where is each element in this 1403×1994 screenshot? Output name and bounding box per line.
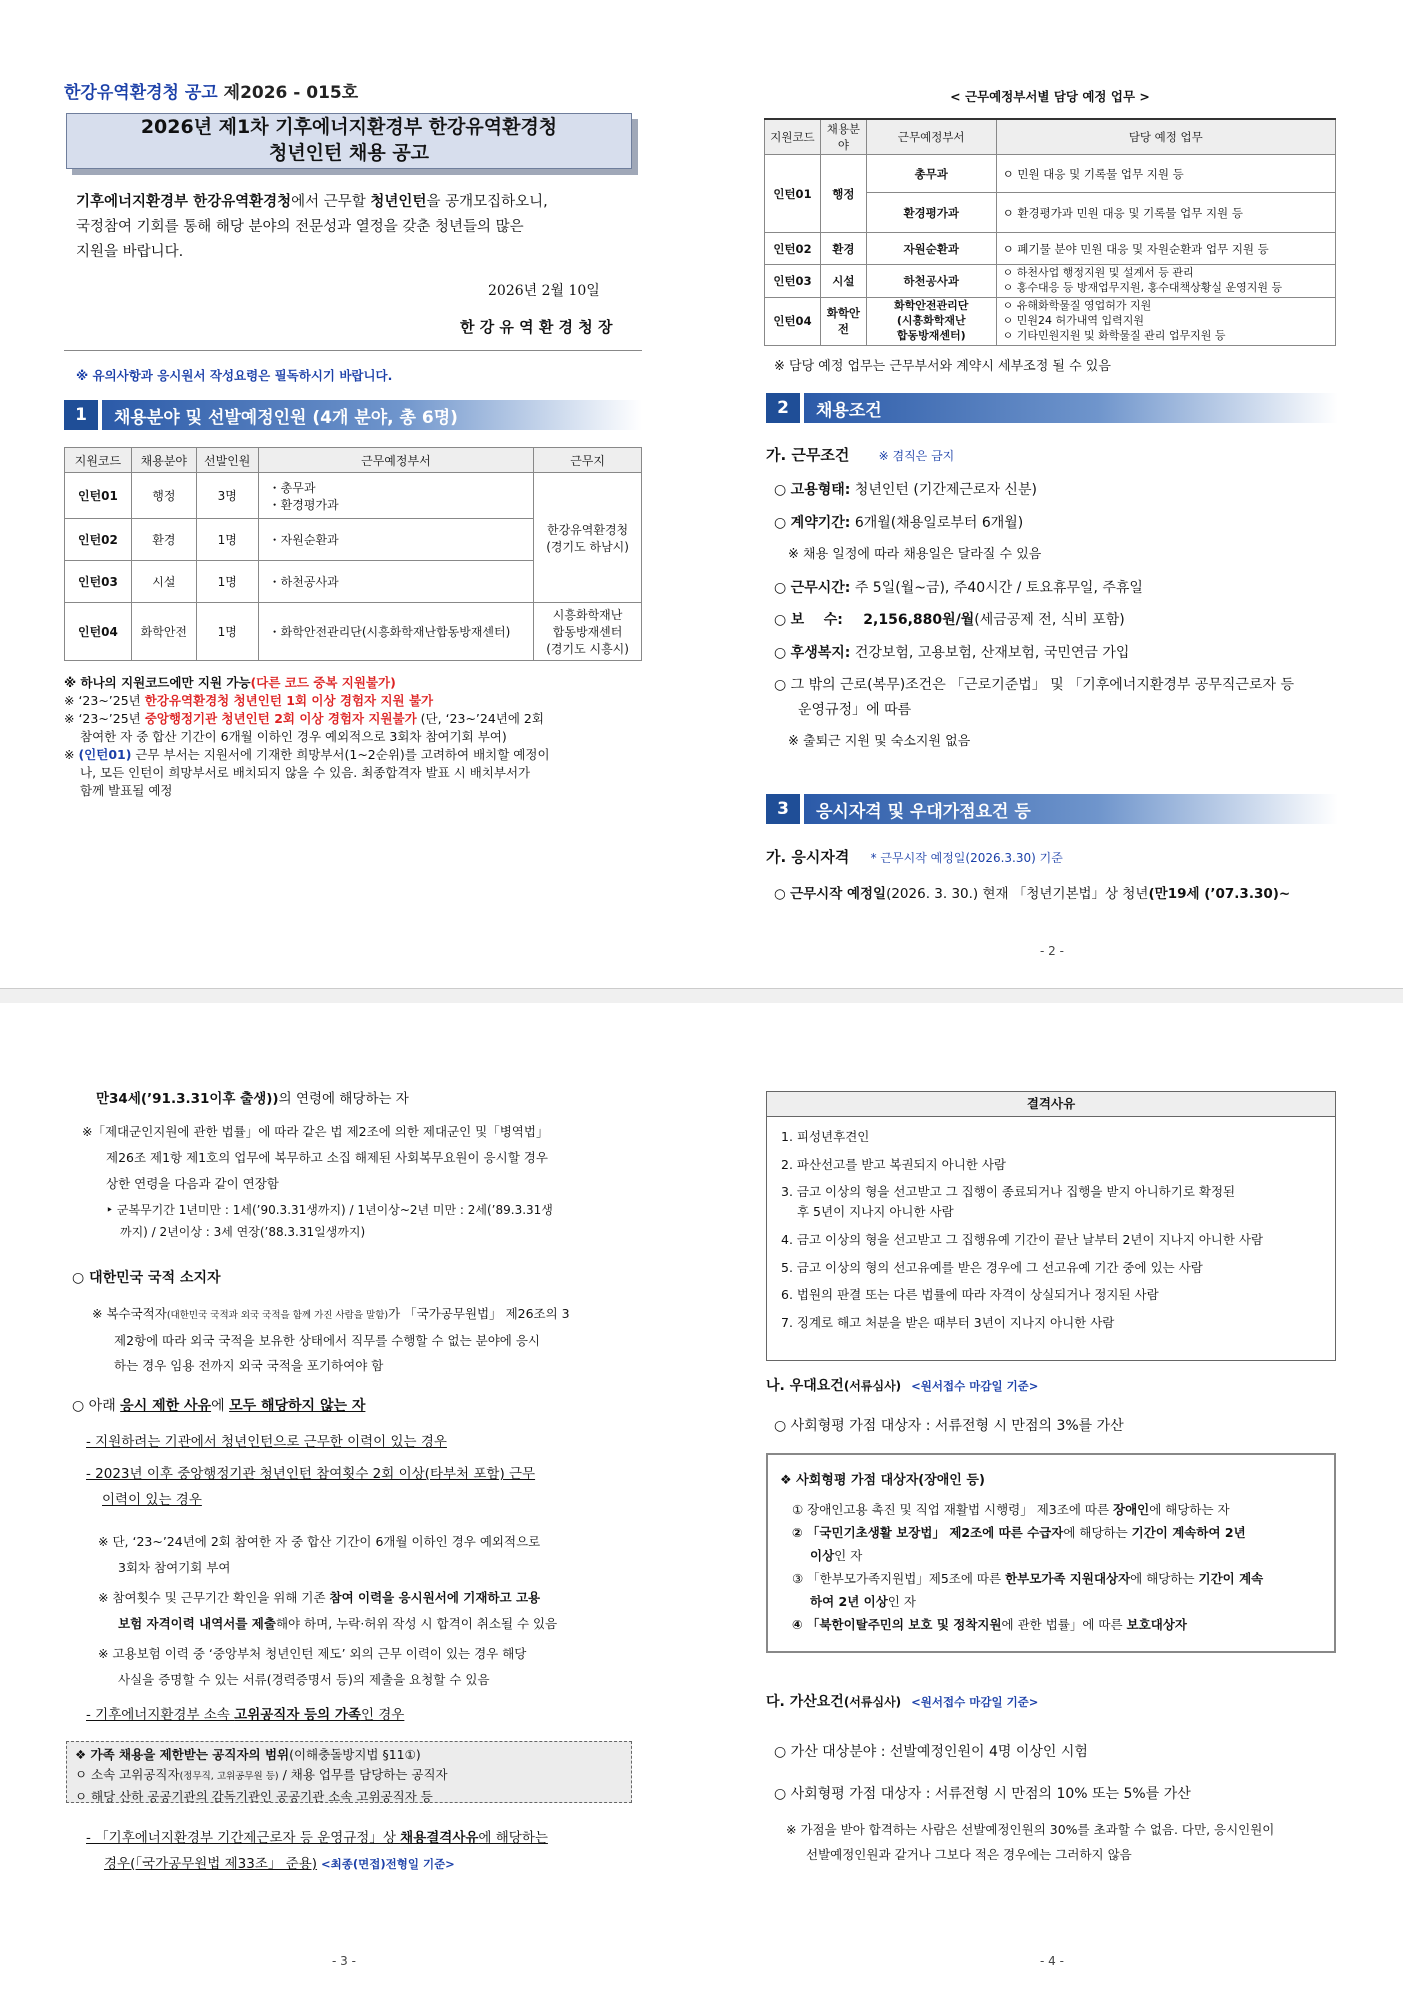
military-note: ※「제대군인지원에 관한 법률」에 따라 같은 법 제2조에 의한 제대군인 및「병역법」 제26조 제1항 제1호의 업무에 복무하고 소집 해제된 사회복무요원이 응시할 경우 상한 연령을 다음과 같이 연장함 ‣ 군복무기간 1년미만 : 1세(’90.3.31생까지) / 1년이상~2년 미만 : 2세(’89.3.31생 까지) / 2년이상 : 3세 연장(’88.3.31일생까지) [82, 1124, 553, 1239]
page-number-2: - 2 - [1040, 944, 1064, 958]
table-row: 인턴01 행정 총무과 ㅇ 민원 대응 및 기록물 업무 지원 등 [765, 155, 1336, 193]
table-row: 환경평가과 ㅇ 환경평가과 민원 대응 및 기록물 업무 지원 등 [765, 193, 1336, 233]
age-range-line: 만34세(’91.3.31이후 출생))의 연령에 해당하는 자 [96, 1091, 409, 1107]
qualification-heading: 가. 응시자격 * 근무시작 예정일(2026.3.30) 기준 [766, 848, 1063, 866]
notice-number: 제2026 - 015호 [223, 83, 359, 103]
bonus-note: ※ 가점을 받아 합격하는 사람은 선발예정인원의 30%를 초과할 수 없음. 다만, 응시인원이 선발예정인원과 같거나 그보다 적은 경우에는 그러하지 않음 [786, 1822, 1275, 1862]
social-equity-box: ❖ 사회형평 가점 대상자(장애인 등) ① 장애인고용 촉진 및 직업 재활법 시행령」 제3조에 따른 장애인에 해당하는 자 ② 「국민기초생활 보장법」 제2조에 따른 수급자에 해당하는 기간이 계속하여 2년 이상인 자 ③ 「한부모가족지원법」제5조에 따른 한부모가족 지원대상자에 해당하는 기간이 계속 하여 2년 이상인 자 ④ 「북한이탈주민의 보호 및 정착지원에 관한 법률」에 따른 보호대상자 [766, 1453, 1336, 1653]
table-row: 인턴03 시설 1명 ・하천공사과 [65, 561, 642, 603]
table-row: 인턴02 환경 자원순환과 ㅇ 폐기물 분야 민원 대응 및 자원순환과 업무 지원 등 [765, 233, 1336, 265]
restriction-subnotes: ※ 단, ‘23~’24년에 2회 참여한 자 중 합산 기간이 6개월 이하인 경우 예외적으로 3회차 참여기회 부여 ※ 참여횟수 및 근무기간 확인을 위해 기존 참여 이력을 응시원서에 기재하고 고용 보험 자격이력 내역서를 제출해야 하며, 누락·허위 작성 시 합격이 취소될 수 있음 ※ 고용보험 이력 중 ‘중앙부처 청년인턴 제도’ 외의 근무 이력이 있는 경우 해당 사실을 증명할 수 있는 서류(경력증명서 등)의 제출을 요청할 수 있음 [98, 1534, 558, 1687]
restriction-heading: ○ 아래 응시 제한 사유에 모두 해당하지 않는 자 [72, 1398, 366, 1414]
family-restriction-line: - 기후에너지환경부 소속 고위공직자 등의 가족인 경우 [86, 1707, 405, 1723]
signer: 한 강 유 역 환 경 청 장 [460, 318, 613, 336]
table-row: 인턴02 환경 1명 ・자원순환과 [65, 519, 642, 561]
table-row: 인턴04 화학안전 화학안전관리단 (시흥화학재난 합동방재센터) ㅇ 유해화학물질 영업허가 지원 ㅇ 민원24 허가내역 입력지원 ㅇ 기타민원지원 및 화학물질 관리 업무지원 등 [765, 297, 1336, 345]
table-row: 인턴03 시설 하천공사과 ㅇ 하천사업 행정지원 및 설계서 등 관리 ㅇ 홍수대응 등 방재업무지원, 홍수대책상황실 운영지원 등 [765, 265, 1336, 298]
recruitment-table [64, 447, 642, 661]
duty-table: 지원코드 채용분야 근무예정부서 담당 예정 업무 인턴01 행정 총무과 ㅇ 민원 대응 및 기록물 업무 지원 등 환경평가과 ㅇ 환경평가과 민원 대응 및 기록물 업무 지원 등 인턴02 환경 자원순환과 ㅇ 폐기물 분야 민원 대응 및 자원순환과 업무 지원 등 인턴03 시설 하천공사과 ㅇ 하천사업 행정지원 및 설계서 등 관리 ㅇ 홍수대응 등 방재업무지원, 홍수대책상황실 운영지원 등 인턴04 화학안전 화학안전관리단 (시흥화학재난 합동방재센터) ㅇ 유해화학물질 영업허가 지원 ㅇ 민원24 허가내역 입력지원 ㅇ 기타민원지원 및 화학물질 관리 업무지원 등 [764, 118, 1336, 346]
title-line-2: 청년인턴 채용 공고 [268, 142, 430, 164]
preference-heading: 나. 우대요건(서류심사) <원서접수 마감일 기준> [766, 1378, 1039, 1394]
work-conditions-list: ○ 고용형태: 청년인턴 (기간제근로자 신분) ○ 계약기간: 6개월(채용일로부터 6개월) ※ 채용 일정에 따라 채용일은 달라질 수 있음 ○ 근무시간: 주 5일(월~금), 주40시간 / 토요휴무일, 주휴일 ○ 보 수: 2,156,880원/월(세금공제 전, 식비 포함) ○ 후생복지: 건강보험, 고용보험, 산재보험, 국민연금 가입 ○ 그 밖의 근로(복무)조건은 「근로기준법」 및 「기후에너지환경부 공무직근로자 등 운영규정」에 따름 ※ 출퇴근 지원 및 숙소지원 없음 [774, 482, 1294, 749]
disqualification-title: 결격사유 [767, 1092, 1335, 1117]
page-sheet-top [0, 0, 1403, 989]
th-field: 채용분야 [131, 448, 196, 473]
page-number-3: - 3 - [332, 1954, 356, 1968]
th-location: 근무지 [534, 448, 642, 473]
th-count: 선발인원 [196, 448, 258, 473]
page-sheet-bottom [0, 1003, 1403, 1994]
bonus-list: ○ 가산 대상분야 : 선발예정인원이 4명 이상인 시험 ○ 사회형평 가점 대상자 : 서류전형 시 만점의 10% 또는 5%를 가산 [774, 1744, 1191, 1802]
family-restriction-box: ❖ 가족 채용을 제한받는 공직자의 범위(이해충돌방지법 §11①) ㅇ 소속 고위공직자(정무직, 고위공무원 등) / 채용 업무를 담당하는 공직자 ㅇ 해당 산하 공공기관의 감독기관인 공공기관 소속 고위공직자 등 [66, 1741, 632, 1803]
duty-note: ※ 담당 예정 업무는 근무부서와 계약시 세부조정 될 수 있음 [774, 359, 1111, 374]
section-2-bar: 2 채용조건 [766, 393, 1338, 423]
nationality-heading: ○ 대한민국 국적 소지자 [72, 1270, 221, 1286]
title-box [66, 113, 632, 169]
restriction-list: - 지원하려는 기관에서 청년인턴으로 근무한 이력이 있는 경우 - 2023년 이후 중앙행정기관 청년인턴 참여횟수 2회 이상(타부처 포함) 근무 이력이 있는 경우 [86, 1434, 536, 1508]
preference-line: ○ 사회형평 가점 대상자 : 서류전형 시 만점의 3%를 가산 [774, 1418, 1124, 1434]
table-row: 인턴04 화학안전 1명 ・화학안전관리단(시흥화학재난합동방재센터) 시흥화학재난 합동방재센터 (경기도 시흥시) [65, 603, 642, 661]
th-code: 지원코드 [65, 448, 132, 473]
page-number-4: - 4 - [1040, 1954, 1064, 1968]
notice-header [64, 78, 358, 103]
bonus-heading: 다. 가산요건(서류심사) <원서접수 마감일 기준> [766, 1694, 1039, 1710]
section-3-bar: 3 응시자격 및 우대가점요건 등 [766, 794, 1338, 824]
recruitment-notes: ※ 하나의 지원코드에만 지원 가능(다른 코드 중복 지원불가) ※ ‘23~’25년 한강유역환경청 청년인턴 1회 이상 경험자 지원 불가 ※ ‘23~’25년 중앙행정기관 청년인턴 2회 이상 경험자 지원불가 (단, ‘23~’24년에 2회 참여한 자 중 합산 기간이 6개월 이하인 경우 예외적으로 3회차 참여기회 부여) ※ (인턴01) 근무 부서는 지원서에 기재한 희망부서(1~2순위)를 고려하여 배치할 예정이 나, 모든 인턴이 희망부서로 배치되지 않을 수 있음. 최종합격자 발표 시 배치부서가 함께 발표될 예정 [64, 675, 550, 798]
agency-name: 한강유역환경청 공고 [64, 83, 218, 103]
dual-nationality-note: ※ 복수국적자(대한민국 국적과 외국 국적을 함께 가진 사람을 말함)가 「국가공무원법」 제26조의 3 제2항에 따라 외국 국적을 보유한 상태에서 직무를 수행할 수 없는 분야에 응시 하는 경우 임용 전까지 외국 국적을 포기하여야 함 [92, 1306, 570, 1373]
notice-date: 2026년 2월 10일 [488, 283, 600, 299]
qualification-line: ○ 근무시작 예정일(2026. 3. 30.) 현재 「청년기본법」상 청년(만19세 (’07.3.30)~ [774, 886, 1291, 902]
disqualification-line: - 「기후에너지환경부 기간제근로자 등 운영규정」상 채용결격사유에 해당하는 경우(「국가공무원법 제33조」 준용) <최종(면접)전형일 기준> [86, 1830, 548, 1872]
section-1-bar: 1 채용분야 및 선발예정인원 (4개 분야, 총 6명) [64, 400, 642, 430]
th-dept: 근무예정부서 [258, 448, 533, 473]
intro-paragraph: 기후에너지환경부 한강유역환경청에서 근무할 청년인턴을 공개모집하오니, 국정참여 기회를 통해 해당 분야의 전문성과 열정을 갖춘 청년들의 많은 지원을 바랍니다. [76, 194, 548, 260]
disqualification-box [766, 1091, 1336, 1361]
disqualification-list: 1. 피성년후견인 2. 파산선고를 받고 복권되지 아니한 사람 3. 금고 이상의 형을 선고받고 그 집행이 종료되거나 집행을 받지 아니하기로 확정된 후 5년이 지나지 아니한 사람 4. 금고 이상의 형을 선고받고 그 집행유예 기간이 끝난 날부터 2년이 지나지 아니한 사람 5. 금고 이상의 형의 선고유예를 받은 경우에 그 선고유예 기간 중에 있는 사람 6. 법원의 판결 또는 다른 법률에 따라 자격이 상실되거나 정지된 사람 7. 징계로 해고 처분을 받은 때부터 3년이 지나지 아니한 사람 [781, 1129, 1264, 1330]
table-row: 인턴01 행정 3명 ・총무과 ・환경평가과 한강유역환경청 (경기도 하남시) [65, 473, 642, 519]
duty-table-title: < 근무예정부서별 담당 예정 업무 > [950, 89, 1150, 104]
title-line-1: 2026년 제1차 기후에너지환경부 한강유역환경청 [140, 116, 558, 138]
caution-note: ※ 유의사항과 응시원서 작성요령은 필독하시기 바랍니다. [76, 368, 393, 383]
work-conditions-heading: 가. 근무조건 ※ 겸직은 금지 [766, 446, 955, 464]
